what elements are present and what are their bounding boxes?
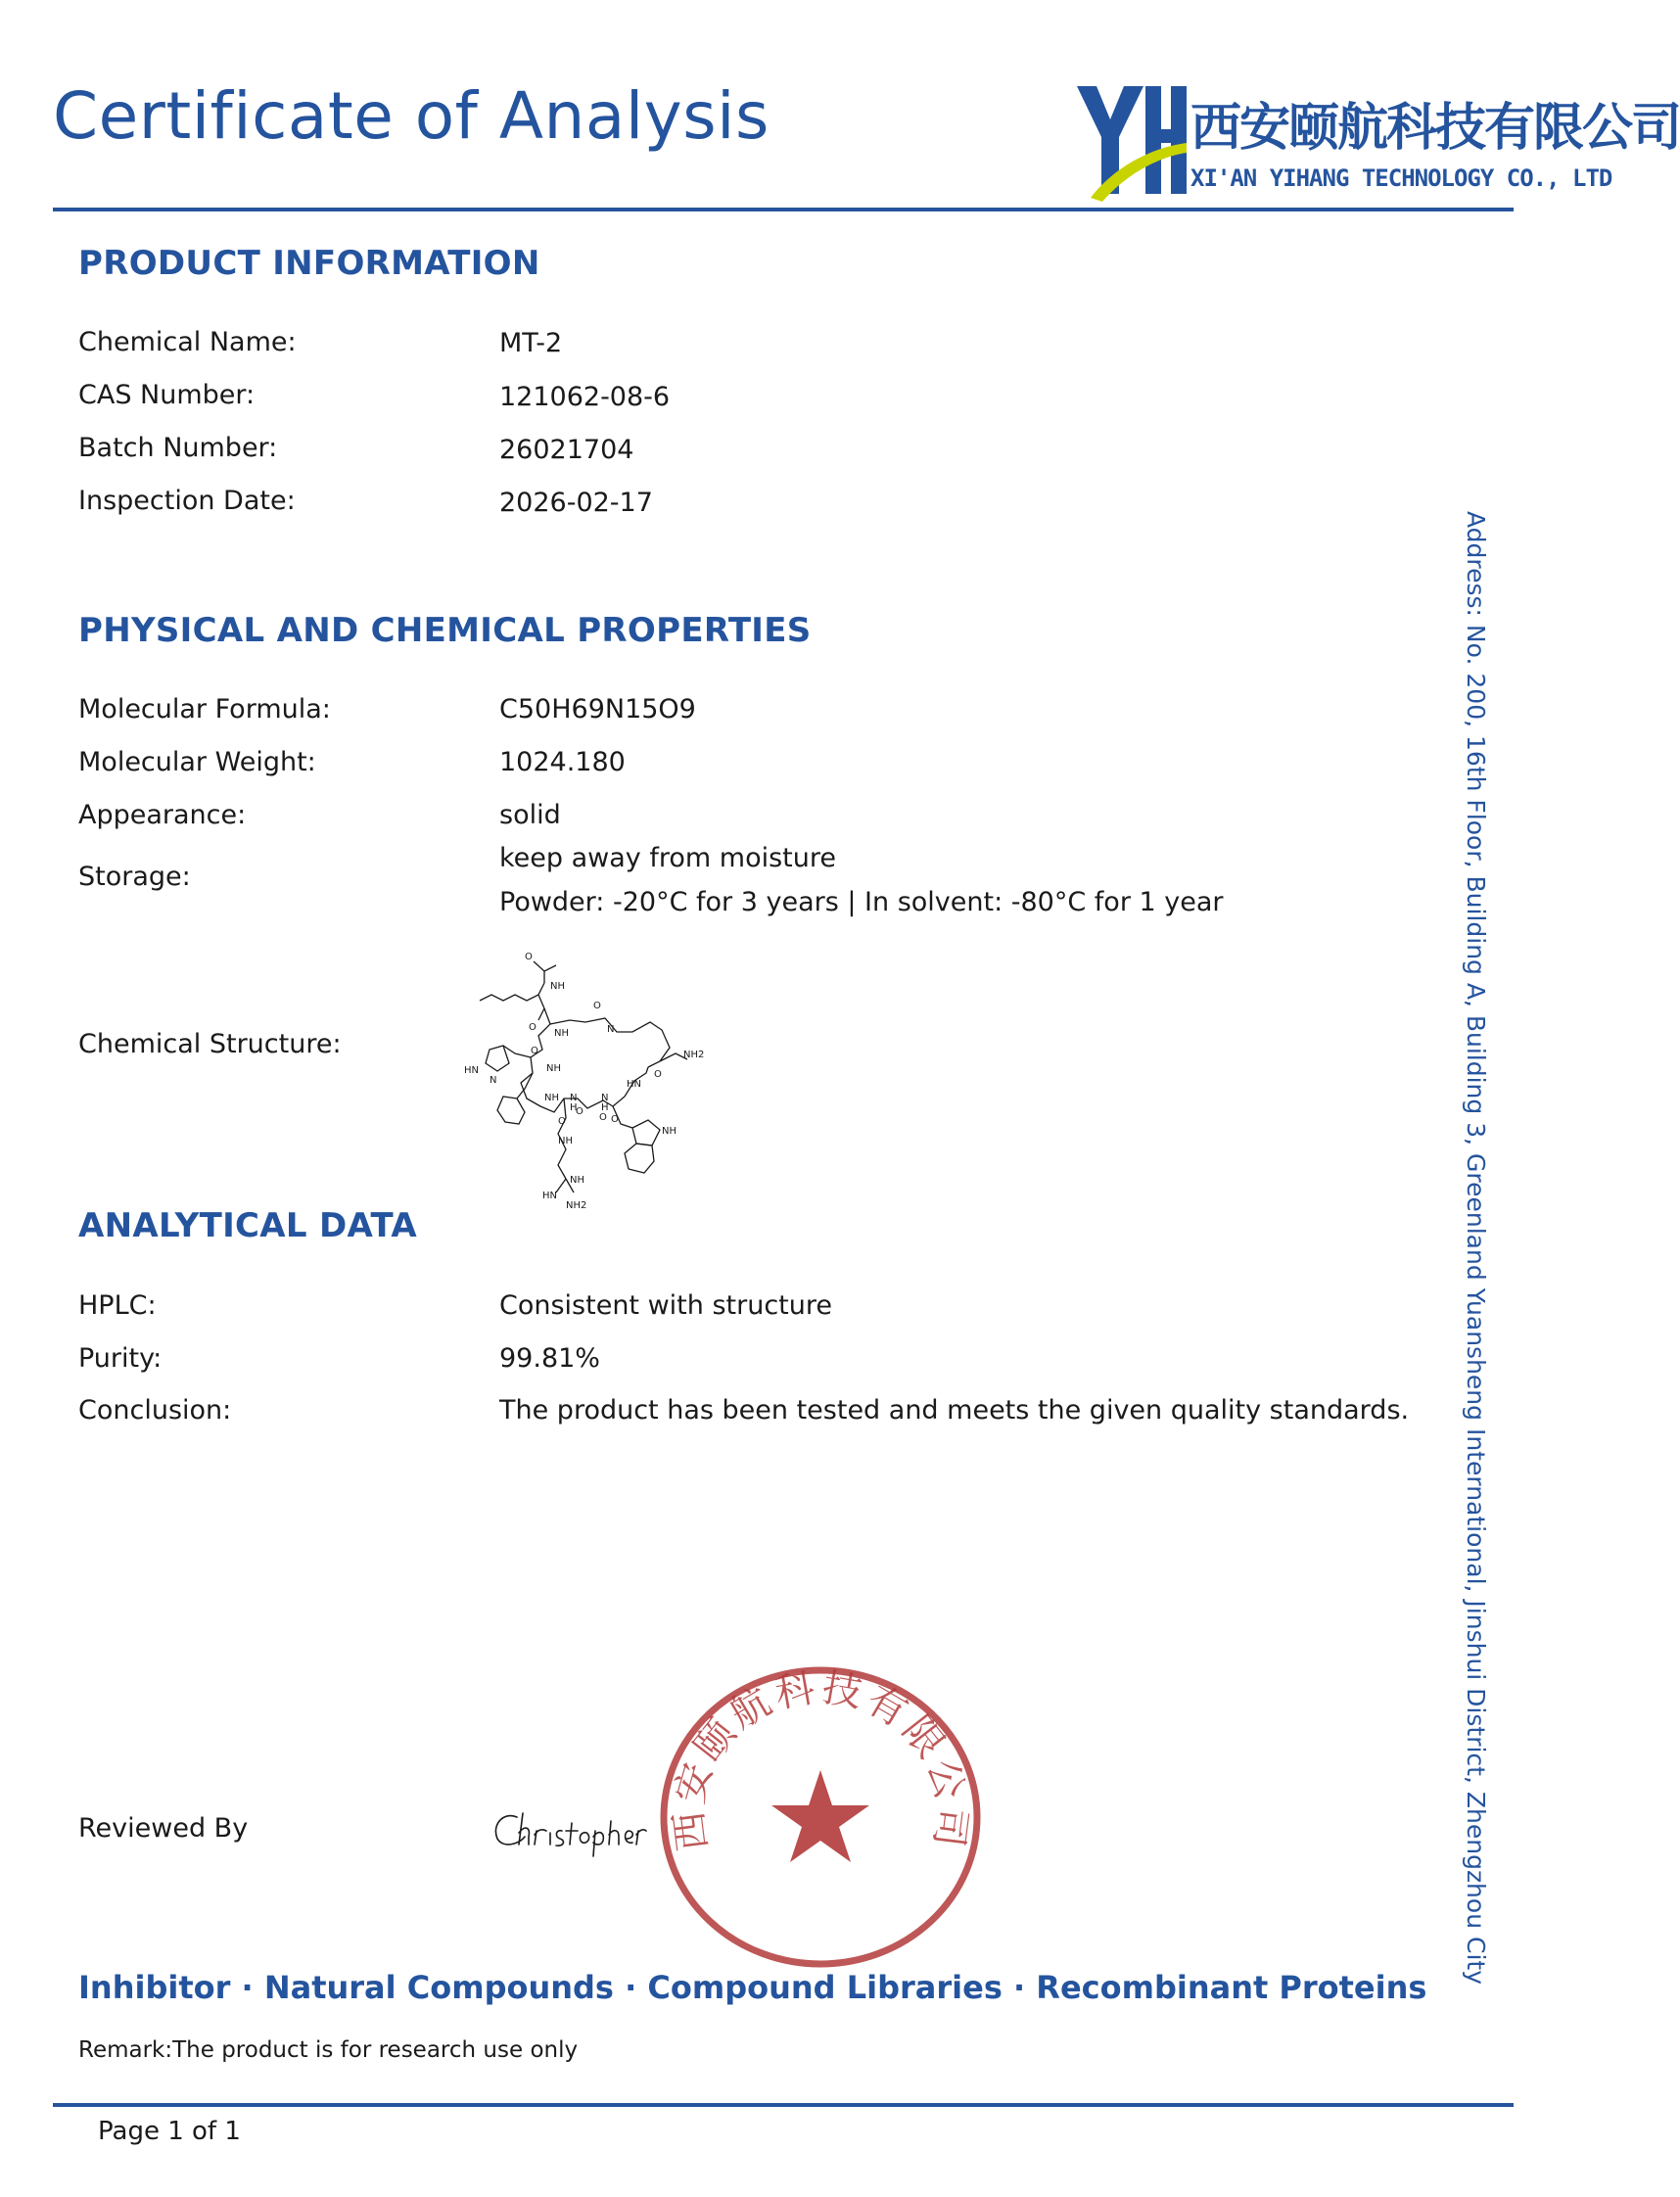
- svg-text:HN: HN: [464, 1065, 479, 1076]
- header-divider: [53, 208, 1514, 211]
- product-lines: Inhibitor · Natural Compounds · Compound Libraries · Recombinant Proteins: [78, 1969, 1427, 2006]
- svg-text:N: N: [490, 1075, 497, 1086]
- svg-text:NH: NH: [558, 1136, 573, 1146]
- svg-text:O: O: [599, 1112, 607, 1123]
- svg-text:N: N: [601, 1093, 609, 1103]
- svg-text:NH: NH: [544, 1093, 559, 1103]
- chemical-structure-diagram: [460, 952, 744, 1255]
- svg-text:O: O: [525, 952, 533, 962]
- conclusion-label: Conclusion:: [78, 1395, 232, 1426]
- svg-text:HN: HN: [627, 1079, 641, 1090]
- svg-text:H: H: [601, 1102, 609, 1113]
- chemical-structure-label: Chemical Structure:: [78, 1029, 342, 1059]
- storage-value-line1: keep away from moisture: [499, 843, 836, 873]
- storage-value-line2: Powder: -20°C for 3 years | In solvent: -80°C for 1 year: [499, 887, 1224, 917]
- page-number: Page 1 of 1: [98, 2117, 241, 2146]
- svg-text:NH: NH: [570, 1175, 584, 1186]
- hplc-value: Consistent with structure: [499, 1290, 832, 1321]
- seal-star-icon: [771, 1770, 869, 1862]
- molecular-formula-label: Molecular Formula:: [78, 694, 331, 725]
- svg-text:N: N: [570, 1093, 578, 1103]
- svg-text:H: H: [570, 1102, 578, 1113]
- section-physical-chemical-properties: PHYSICAL AND CHEMICAL PROPERTIES: [78, 611, 812, 650]
- svg-text:O: O: [529, 1022, 537, 1033]
- appearance-value: solid: [499, 800, 561, 830]
- svg-text:NH2: NH2: [683, 1050, 705, 1060]
- svg-text:O: O: [593, 1001, 601, 1011]
- chemical-name-label: Chemical Name:: [78, 327, 297, 357]
- svg-text:NH2: NH2: [566, 1200, 587, 1211]
- svg-text:NH: NH: [662, 1126, 677, 1137]
- company-name-cn: 西安颐航科技有限公司: [1190, 99, 1680, 158]
- batch-number-value: 26021704: [499, 435, 634, 465]
- storage-label: Storage:: [78, 862, 191, 892]
- svg-text:O: O: [611, 1114, 619, 1125]
- company-logo: [1077, 86, 1680, 206]
- section-product-information: PRODUCT INFORMATION: [78, 244, 540, 283]
- inspection-date-value: 2026-02-17: [499, 488, 653, 518]
- svg-text:O: O: [558, 1116, 566, 1127]
- svg-text:NH: NH: [546, 1063, 561, 1074]
- svg-text:NH: NH: [554, 1028, 569, 1039]
- reviewed-by-label: Reviewed By: [78, 1813, 249, 1844]
- svg-text:HN: HN: [542, 1191, 557, 1201]
- molecular-weight-value: 1024.180: [499, 747, 626, 777]
- molecular-formula-value: C50H69N15O9: [499, 694, 696, 725]
- conclusion-value: The product has been tested and meets the given quality standards.: [499, 1395, 1410, 1426]
- cas-number-value: 121062-08-6: [499, 382, 671, 412]
- cas-number-label: CAS Number:: [78, 380, 256, 410]
- purity-label: Purity:: [78, 1343, 163, 1374]
- batch-number-label: Batch Number:: [78, 433, 278, 463]
- inspection-date-label: Inspection Date:: [78, 486, 296, 516]
- section-analytical-data: ANALYTICAL DATA: [78, 1206, 417, 1245]
- svg-text:O: O: [654, 1069, 662, 1080]
- purity-value: 99.81%: [499, 1343, 600, 1374]
- svg-text:NH: NH: [550, 981, 565, 992]
- document-title: Certificate of Analysis: [53, 78, 770, 154]
- remark: Remark:The product is for research use only: [78, 2037, 579, 2063]
- footer-divider: [53, 2103, 1514, 2107]
- company-address: Address: No. 200, 16th Floor, Building A, Building 3, Greenland Yuansheng International, Jinshui District, Zhengzhou City: [1462, 511, 1490, 1985]
- hplc-label: HPLC:: [78, 1290, 157, 1321]
- reviewer-signature: [490, 1800, 646, 1858]
- svg-text:O: O: [531, 1046, 538, 1056]
- svg-text:西安颐航科技有限公司: 西安颐航科技有限公司: [666, 1664, 975, 1853]
- svg-text:O: O: [576, 1106, 583, 1117]
- company-name-en: XI'AN YIHANG TECHNOLOGY CO., LTD: [1190, 164, 1612, 192]
- chemical-name-value: MT-2: [499, 328, 563, 358]
- company-seal: [654, 1660, 987, 1974]
- molecular-weight-label: Molecular Weight:: [78, 747, 316, 777]
- yh-logo-icon: [1077, 86, 1187, 202]
- svg-text:N: N: [607, 1024, 615, 1035]
- appearance-label: Appearance:: [78, 800, 247, 830]
